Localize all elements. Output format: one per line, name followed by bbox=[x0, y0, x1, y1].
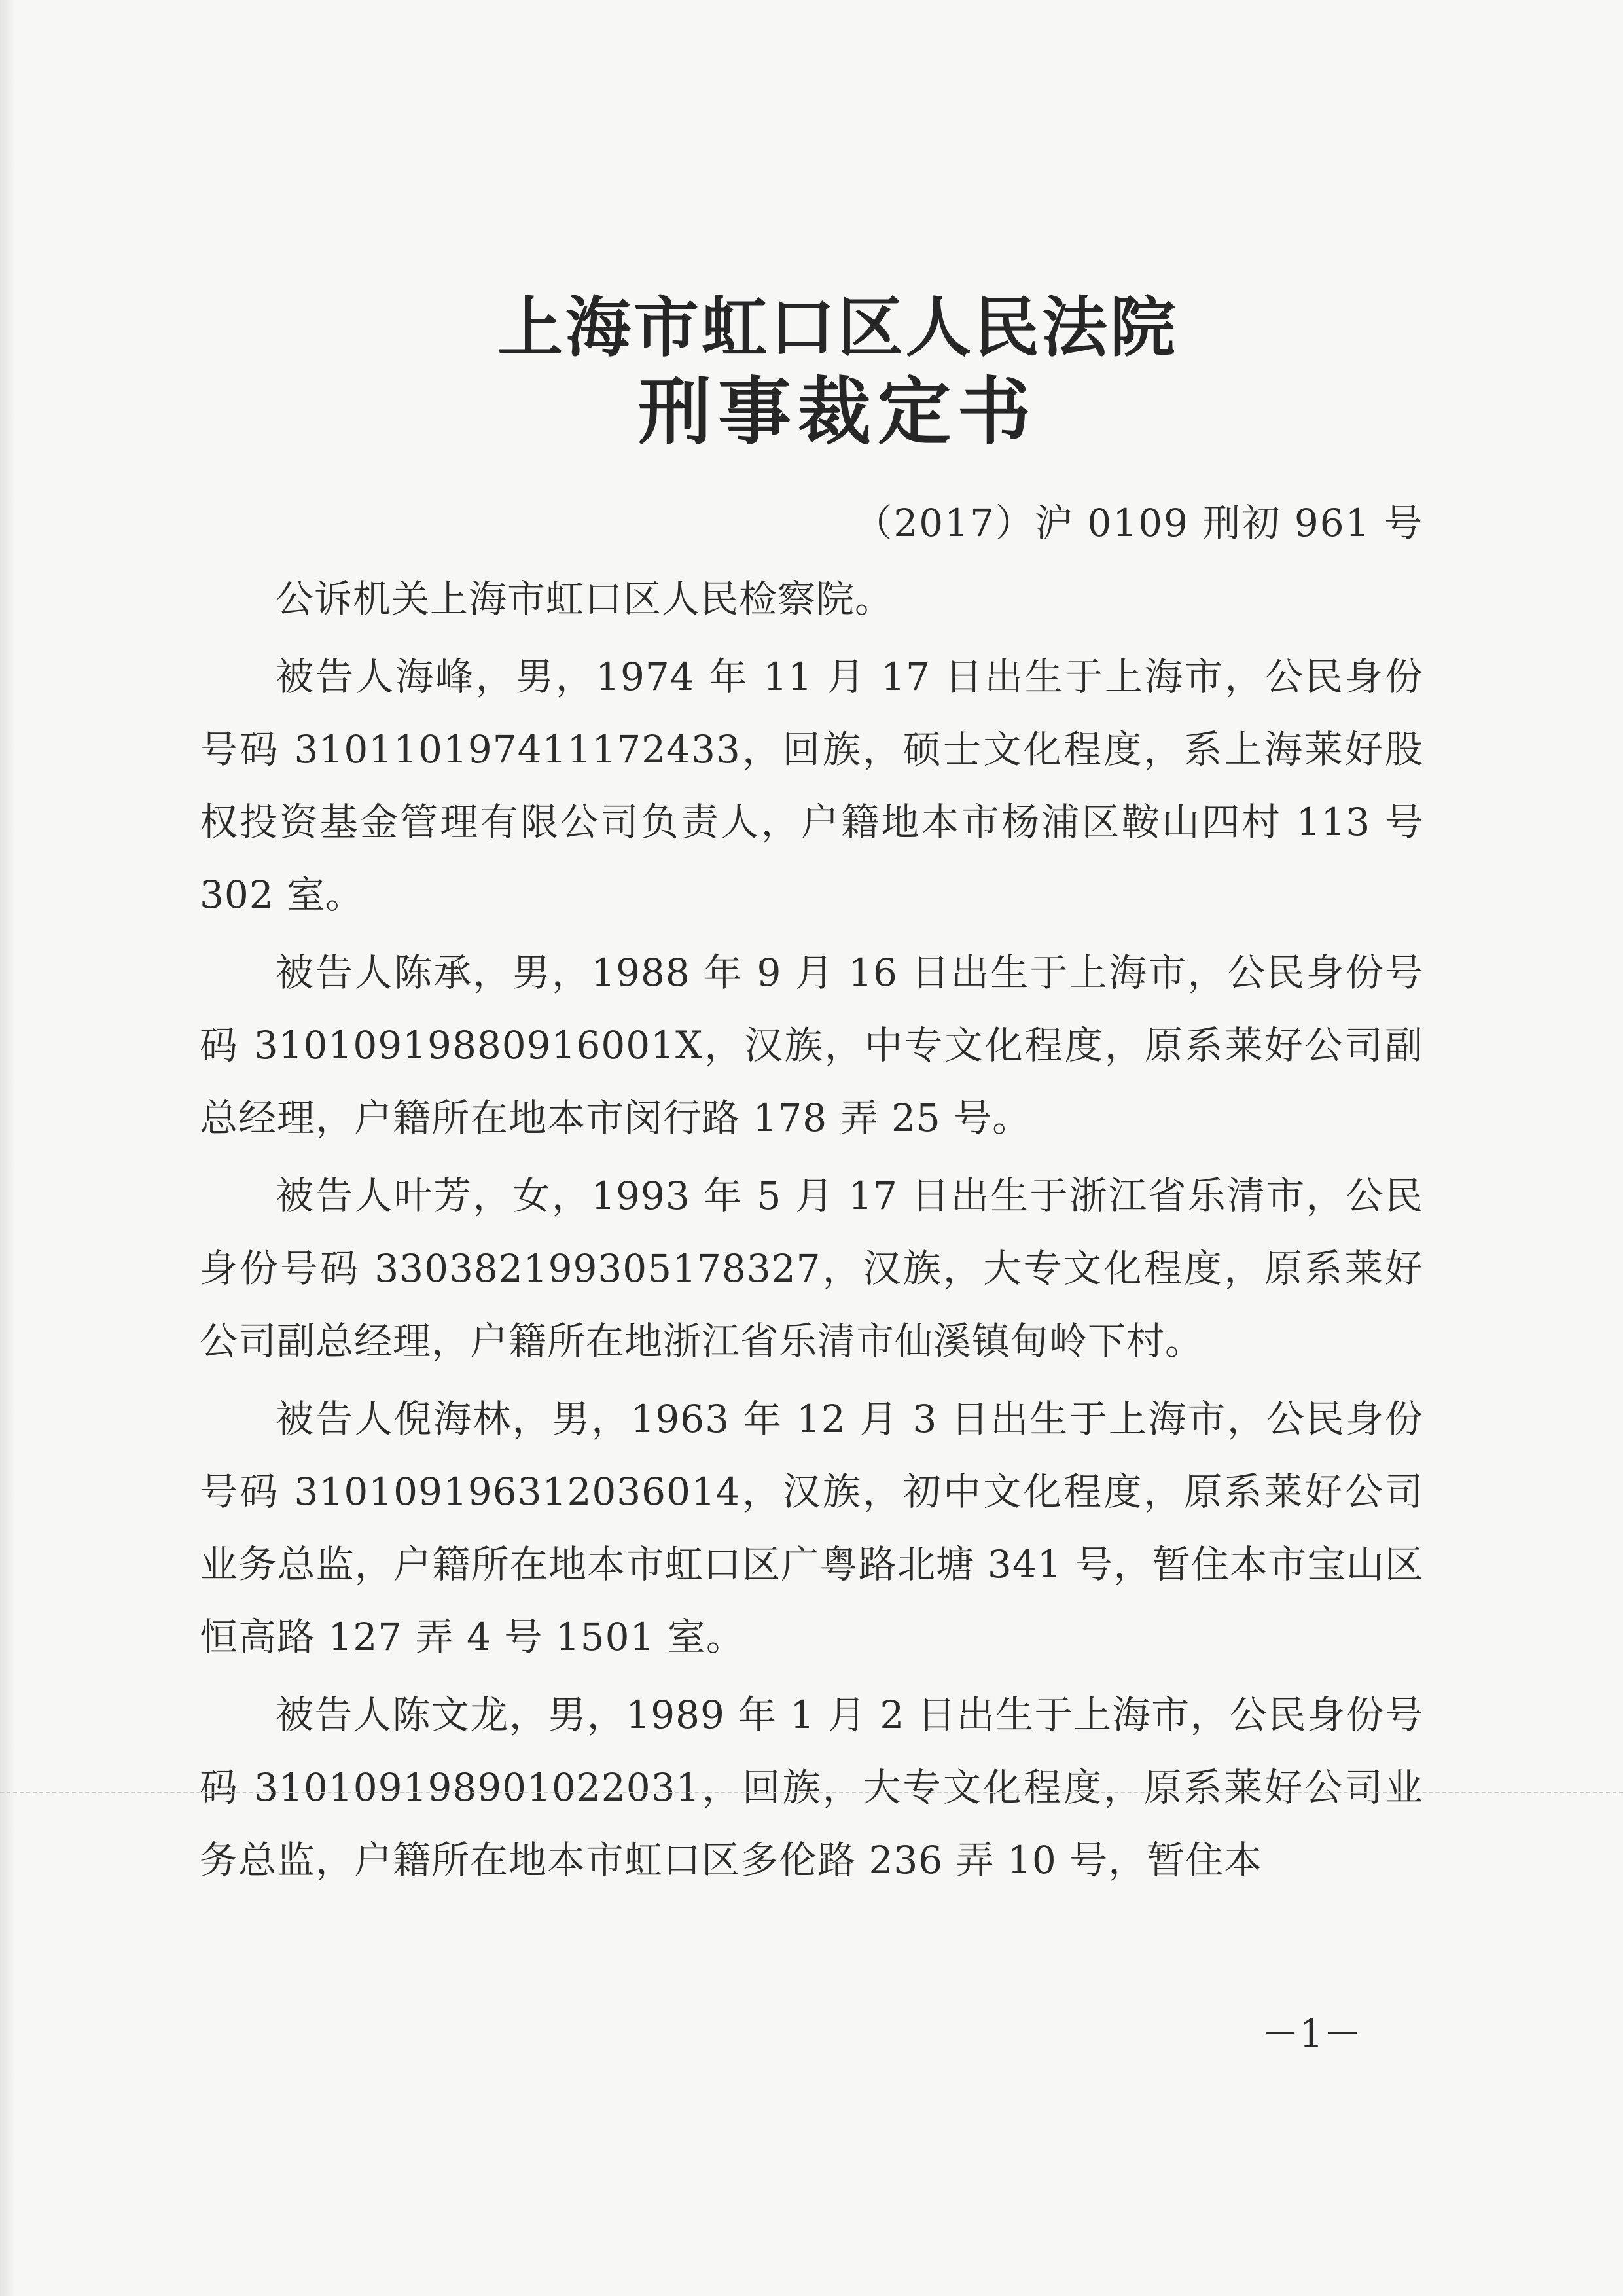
paragraph-defendant-4: 被告人倪海林，男，1963 年 12 月 3 日出生于上海市，公民身份号码 310109196312036014，汉族，初中文化程度，原系莱好公司业务总监，户籍所在地本市虹口区广粤路北塘 341 号，暂住本市宝山区恒高路 127 弄 4 号 1501 室。 bbox=[200, 1397, 1423, 1659]
page-number: －1－ bbox=[1261, 2011, 1361, 2056]
scan-fold-line bbox=[0, 1792, 1623, 1793]
paragraph-defendant-2: 被告人陈承，男，1988 年 9 月 16 日出生于上海市，公民身份号码 31010919880916001X，汉族，中专文化程度，原系莱好公司副总经理，户籍所在地本市闵行路 178 弄 25 号。 bbox=[200, 950, 1423, 1140]
paragraph-prosecutor: 公诉机关上海市虹口区人民检察院。 bbox=[276, 577, 894, 621]
paragraph-defendant-3: 被告人叶芳，女，1993 年 5 月 17 日出生于浙江省乐清市，公民身份号码 330382199305178327，汉族，大专文化程度，原系莱好公司副总经理，户籍所在地浙江省乐清市仙溪镇甸岭下村。 bbox=[200, 1174, 1423, 1363]
paragraph-defendant-5: 被告人陈文龙，男，1989 年 1 月 2 日出生于上海市，公民身份号码 310109198901022031，回族，大专文化程度，原系莱好公司业务总监，户籍所在地本市虹口区多伦路 236 弄 10 号，暂住本 bbox=[200, 1693, 1423, 1882]
document-body bbox=[200, 563, 1423, 1902]
court-name-heading: 上海市虹口区人民法院 bbox=[497, 289, 1178, 366]
document-type-heading: 刑事裁定书 bbox=[638, 369, 1037, 455]
paragraph-defendant-1: 被告人海峰，男，1974 年 11 月 17 日出生于上海市，公民身份号码 310110197411172433，回族，硕士文化程度，系上海莱好股权投资基金管理有限公司负责人，户籍地本市杨浦区鞍山四村 113 号 302 室。 bbox=[200, 655, 1423, 917]
case-number: （2017）沪 0109 刑初 961 号 bbox=[854, 501, 1423, 545]
